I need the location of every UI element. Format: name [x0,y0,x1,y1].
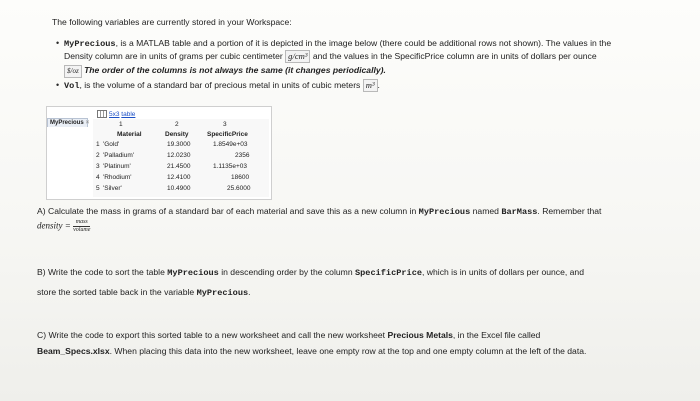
part-b-text3: , which is in units of dollars per ounce, and [422,267,584,277]
formula-numerator: mass [73,219,90,227]
cell-density[interactable]: 12.0230 [167,152,191,159]
bullet2-line [64,79,380,93]
row-number: 2 [96,152,100,159]
part-c-text3: . When placing this data into the new worksheet, leave one empty row at the top and one empty column at the left of the data. [109,346,587,356]
part-c-line2 [37,345,697,358]
part-c-sheet: Precious Metals [387,330,453,340]
bullet-dot-2: • [56,80,60,90]
row-number: 1 [96,141,100,148]
bullet-dot-1: • [56,38,60,48]
col-header-material[interactable]: Material [117,131,142,138]
part-a-var: MyPrecious [418,207,471,217]
part-c-file: Beam_Specs.xlsx [37,346,110,356]
part-b-text4: store the sorted table back in the variable [37,287,195,297]
part-a-text1: A) Calculate the mass in grams of a standard bar of each material and save this as a new column in [37,206,417,216]
type-label: table [121,111,136,118]
bullet1-text1: , is a MATLAB table and a portion of it is depicted in the image below (there could be additional rows not shown). The values in the [115,38,612,48]
cell-price[interactable]: 25.6000 [227,185,251,192]
intro-text: The following variables are currently stored in your Workspace: [52,17,292,27]
size-label: 5x3 [109,111,120,118]
cell-price[interactable]: 18600 [231,174,250,181]
cell-density[interactable]: 21.4500 [167,163,191,170]
part-a-line1 [37,205,687,219]
part-a-col: BarMass [501,207,538,217]
col-header-density[interactable]: Density [165,131,189,138]
column-order-note: The order of the columns is not always the same (it changes periodically). [84,65,386,75]
close-icon[interactable]: × [85,120,90,126]
formula-lhs: density = [37,220,71,231]
cell-material[interactable]: 'Rhodium' [103,174,132,181]
part-b-var: MyPrecious [167,268,219,278]
part-b-text5: . [248,287,251,297]
density-formula [37,219,90,234]
table-icon [97,110,107,118]
bullet1-line3 [64,64,386,78]
density-unit-box: g/cm³ [285,50,310,63]
bullet1-line2 [64,50,674,63]
col-number-2: 2 [175,121,179,128]
price-unit-box: $/oz [64,65,82,78]
part-c-text2: , in the Excel file called [452,330,541,340]
part-b-col: SpecificPrice [354,268,423,278]
part-b-text2: in descending order by the column [221,267,353,277]
var-vol: Vol [64,81,80,91]
part-a-text3: . Remember that [537,206,602,216]
cell-material[interactable]: 'Palladium' [103,152,135,159]
cell-material[interactable]: 'Silver' [103,185,122,192]
part-b-line2 [37,286,251,300]
row-number: 3 [96,163,100,170]
part-b-line1 [37,266,687,280]
bullet2-period: . [377,80,380,90]
bullet1-text2b: and the values in the SpecificPrice column are in units of dollars per ounce [312,51,597,61]
cell-density[interactable]: 12.4100 [167,174,191,181]
col-header-specificprice[interactable]: SpecificPrice [207,131,248,138]
cell-density[interactable]: 19.3000 [167,141,191,148]
col-number-3: 3 [223,121,227,128]
cell-material[interactable]: 'Gold' [103,141,120,148]
formula-denominator: volume [73,227,91,233]
cell-price[interactable]: 2356 [235,152,250,159]
var-mypecious: MyPrecious [64,39,116,49]
variable-tab[interactable] [47,118,88,127]
table-grid [93,119,269,197]
bullet2-text: , is the volume of a standard bar of precious metal in units of cubic meters [79,80,361,90]
formula-fraction [73,219,90,234]
volume-unit-box: m³ [363,79,378,92]
bullet1-line1 [64,37,664,51]
bullet1-text2a: Density column are in units of grams per cubic centimeter [64,51,283,61]
cell-price[interactable]: 1.1135e+03 [213,163,248,170]
cell-price[interactable]: 1.8549e+03 [213,141,248,148]
matlab-variable-editor [46,106,272,200]
row-number: 5 [96,185,100,192]
table-size-header [97,110,135,119]
part-c-line1 [37,329,687,342]
cell-material[interactable]: 'Platinum' [103,163,131,170]
cell-density[interactable]: 10.4900 [167,185,191,192]
col-number-1: 1 [119,121,123,128]
part-b-text1: B) Write the code to sort the table [37,267,165,277]
part-a-text2: named [472,206,499,216]
row-number: 4 [96,174,100,181]
part-b-var2: MyPrecious [196,288,249,298]
part-c-text1: C) Write the code to export this sorted table to a new worksheet and call the new worksheet [37,330,386,340]
variable-tab-label: MyPrecious [50,120,84,126]
